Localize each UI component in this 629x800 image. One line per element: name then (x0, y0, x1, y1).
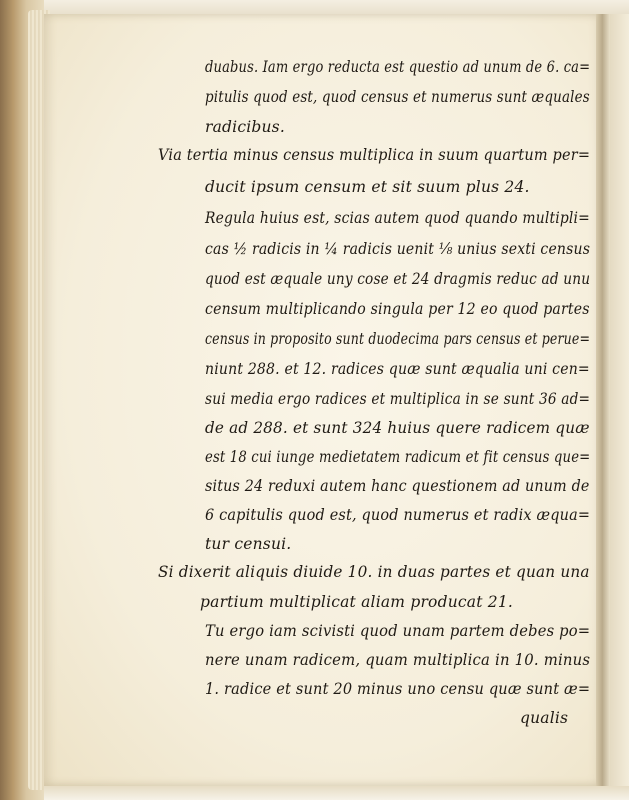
book-cover-top-edge (0, 0, 629, 14)
text-line: Si dixerit aliquis diuide 10. in duas partes et quan una (158, 563, 590, 581)
text-line: 1. radice et sunt 20 minus uno censu quæ sunt æ= (205, 680, 591, 698)
text-line: tur censui. (205, 535, 292, 553)
text-line: radicibus. (205, 118, 285, 136)
book-gutter (596, 14, 610, 786)
text-line: est 18 cui iunge medietatem radicum et fit census que= (205, 448, 591, 466)
facing-page-edge (610, 14, 629, 786)
text-line: qualis (520, 709, 569, 727)
text-line: sui media ergo radices et multiplica in se sunt 36 ad= (205, 390, 591, 408)
text-line: 6 capitulis quod est, quod numerus et radix æqua= (205, 506, 591, 524)
page-bottom-edge (44, 786, 629, 800)
text-line: niunt 288. et 12. radices quæ sunt æqualia uni cen= (205, 360, 590, 378)
text-line: Via tertia minus census multiplica in suum quartum per= (158, 146, 591, 164)
text-line: Tu ergo iam scivisti quod unam partem debes po= (205, 622, 591, 640)
text-line: ducit ipsum censum et sit suum plus 24. (205, 178, 530, 196)
text-line: Regula huius est, scias autem quod quando multipli= (205, 209, 590, 227)
text-line: duabus. Iam ergo reducta est questio ad unum de 6. ca= (205, 58, 591, 76)
text-line: cas ½ radicis in ¼ radicis uenit ⅛ unius sexti census (205, 240, 591, 258)
text-line: quod est æquale uny cose et 24 dragmis reduc ad unu (205, 270, 591, 288)
text-line: situs 24 reduxi autem hanc questionem ad unum de (205, 477, 590, 495)
text-line: nere unam radicem, quam multiplica in 10. minus (205, 651, 591, 669)
text-line: pitulis quod est, quod census et numerus sunt æquales (205, 88, 590, 106)
text-line: partium multiplicat aliam producat 21. (200, 593, 514, 611)
text-line: census in proposito sunt duodecima pars census et perue= (205, 330, 591, 348)
text-line: censum multiplicando singula per 12 eo quod partes (205, 300, 590, 318)
text-line: de ad 288. et sunt 324 huius quere radicem quæ (205, 419, 590, 437)
